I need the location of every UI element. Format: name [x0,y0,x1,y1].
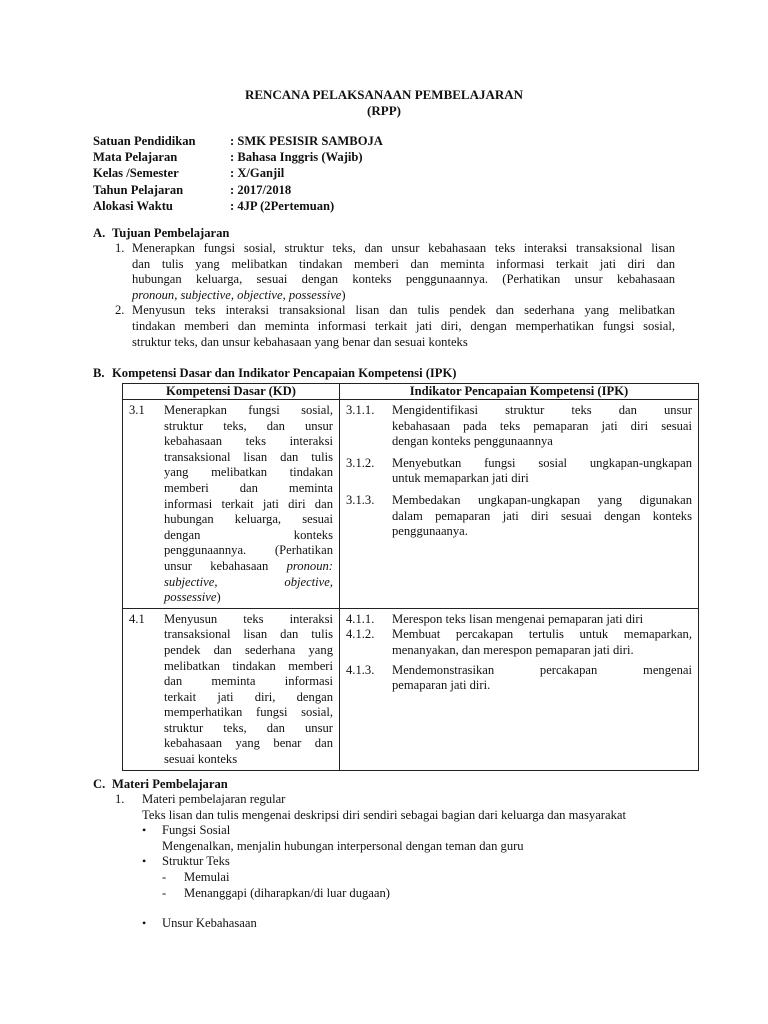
ipk-item [346,493,692,540]
ipk-number: 3.1.3. [346,492,375,507]
tujuan-item [115,241,675,303]
identity-block [93,134,383,215]
text-line: struktur teks, dan unsur [164,720,333,735]
text-line: pemaparan jati diri. [392,678,491,693]
text-line: Membedakan ungkapan-ungkapan yang digunakan [392,492,692,507]
section-letter: B. [93,366,105,380]
text-line: penggunaannya. (Perhatikan [164,543,333,558]
identity-label: Mata Pelajaran [93,150,178,165]
identity-value: : SMK PESISIR SAMBOJA [230,134,383,148]
text-line: melibatkan tindakan memberi [164,658,333,673]
ipk-item [346,456,692,487]
identity-row [93,134,383,150]
text-line: dengan konteks penggunaannya [392,434,553,449]
text-line: hubungan keluarga, sesuai [164,512,333,527]
ipk-item [346,403,692,450]
ipk-item [346,627,692,658]
section-b-heading [93,366,457,382]
section-letter: C. [93,777,106,791]
bullet-item [135,916,695,932]
text-line: struktur teks, dan unsur kebahasaan yang benar dan sesuai konteks [132,334,468,349]
item-number: 1. [115,792,125,806]
kd-cell [123,608,340,770]
text-fragment: unsur kebahasaan [164,558,287,573]
kd-number: 4.1 [129,611,145,626]
bullet-icon: • [142,916,147,931]
text-line: yang melibatkan tindakan [164,465,333,480]
text-line [132,288,675,304]
bullet-label: Struktur Teks [162,854,230,869]
text-line: transaksional lisan dan tulis [164,449,333,464]
identity-label: Kelas /Semester [93,166,179,181]
dash-item [135,886,695,902]
table-header-row [123,384,699,400]
text-line: kebahasaan pada teks pemaparan jati diri sesuai [392,418,692,433]
bullet-label: Unsur Kebahasaan [162,916,257,931]
text-line: untuk memaparkan jati diri [392,471,529,486]
section-a-heading [93,226,229,242]
dash-icon: - [162,885,167,900]
dash-item [135,870,695,886]
bullet-item [135,854,695,870]
text-line: hubungan keluarga, sesuai dengan konteks penggunaannya. (Perhatikan unsur kebahasaan [132,272,675,287]
materi-list [115,792,695,932]
text-line: Menyebutkan fungsi sosial ungkapan-ungkapan [392,455,692,470]
materi-description: Teks lisan dan tulis mengenai deskripsi diri sendiri sebagai bagian dari keluarga dan masyarakat [142,807,626,822]
document-subtitle: (RPP) [367,103,401,118]
document-title: RENCANA PELAKSANAAN PEMBELAJARAN [244,87,524,102]
ipk-number: 3.1.2. [346,455,375,470]
ipk-number: 4.1.1. [346,611,375,626]
text-line: Menyusun teks interaksi [164,611,333,626]
kd-text [164,612,333,768]
bullet-label: Fungsi Sosial [162,823,231,838]
text-line: dengan konteks [164,527,333,542]
materi-bullets [135,823,695,932]
dash-label: Memulai [184,869,230,884]
section-title: Tujuan Pembelajaran [112,226,230,240]
ipk-cell [340,400,699,609]
identity-row [93,199,383,215]
italic-text: pronoun, subjective, objective, possessive [132,287,342,302]
identity-row [93,183,383,199]
text-line: terkait jati diri, dengan [164,689,333,704]
text-line: memperhatikan fungsi sosial, [164,705,333,720]
text-line: Menerapkan fungsi sosial, struktur teks, dan unsur kebahasaan teks interaksi transaksional lisan [132,241,675,255]
materi-item [115,792,695,823]
section-c-heading [93,777,228,793]
text-line: Mendemonstrasikan percakapan mengenai [392,662,692,677]
text-line: memberi dan meminta [164,480,333,495]
text-line: sesuai konteks [164,752,238,767]
text-line: Mengidentifikasi struktur teks dan unsur [392,403,692,417]
table-row [123,608,699,770]
identity-value: : Bahasa Inggris (Wajib) [230,150,363,165]
text-line: struktur teks, dan unsur [164,418,333,433]
close-paren: ) [341,287,346,302]
kd-ipk-table [122,383,699,771]
identity-value: : 2017/2018 [230,182,292,197]
ipk-number: 4.1.3. [346,662,375,677]
column-header-ipk: Indikator Pencapaian Kompetensi (IPK) [340,384,699,400]
tujuan-item [115,303,675,350]
text-line: dan tulis yang melibatkan tindakan memberi dan meminta informasi terkait jati diri dan [132,256,675,271]
section-title: Materi Pembelajaran [112,777,228,791]
identity-label: Alokasi Waktu [93,198,173,213]
italic-line: subjective, objective, [164,574,333,589]
ipk-number: 4.1.2. [346,627,375,642]
dash-icon: - [162,869,167,884]
bullet-description: Mengenalkan, menjalin hubungan interpersonal dengan teman dan guru [162,838,524,853]
identity-value: : 4JP (2Pertemuan) [230,198,335,213]
section-letter: A. [93,226,106,240]
text-line: penggunaanya. [392,524,468,539]
identity-row [93,150,383,166]
italic-text: pronoun: [286,558,333,573]
item-number: 1. [115,241,125,255]
text-line: informasi terkait jati diri dan [164,496,333,511]
ipk-cell [340,608,699,770]
item-number: 2. [115,303,125,318]
tujuan-list [115,241,675,350]
kd-cell [123,400,340,609]
bullet-item [135,823,695,854]
text-line: pendek dan sederhana yang [164,642,333,657]
kd-number: 3.1 [129,403,145,417]
materi-label: Materi pembelajaran regular [142,792,286,806]
section-title: Kompetensi Dasar dan Indikator Pencapaian Kompetensi (IPK) [112,366,457,380]
column-header-kd: Kompetensi Dasar (KD) [123,384,340,400]
ipk-item [346,663,692,694]
bullet-icon: • [142,823,147,838]
identity-label: Tahun Pelajaran [93,182,184,197]
identity-label: Satuan Pendidikan [93,134,196,148]
text-line: kebahasaan yang benar dan [164,736,333,751]
bullet-icon: • [142,854,147,869]
text-line: Membuat percakapan tertulis untuk memaparkan, [392,627,692,642]
close-paren: ) [216,590,221,605]
kd-text [164,403,333,606]
text-line: transaksional lisan dan tulis [164,627,333,642]
identity-value: : X/Ganjil [230,166,285,181]
ipk-item [346,612,692,628]
text-line: dan meminta informasi [164,674,333,689]
table-row [123,400,699,609]
text-line [164,559,333,575]
text-line: Menyusun teks interaksi transaksional lisan dan tulis pendek dan sederhana yang melibatkan [132,303,675,318]
ipk-number: 3.1.1. [346,403,375,417]
identity-row [93,166,383,182]
text-line [164,590,333,606]
text-line: Menerapkan fungsi sosial, [164,403,333,417]
italic-text: possessive [164,590,217,605]
text-line: tindakan memberi dan meminta informasi terkait jati diri, dengan memperhatikan fungsi sosial, [132,318,675,333]
text-line: kebahasaan teks interaksi [164,434,333,449]
text-line: dalam pemaparan jati diri sesuai dengan konteks [392,508,692,523]
text-line: Merespon teks lisan mengenai pemaparan jati diri [392,611,644,626]
text-line: menanyakan, dan merespon pemaparan jati diri. [392,642,634,657]
dash-label: Menanggapi (diharapkan/di luar dugaan) [184,885,390,900]
